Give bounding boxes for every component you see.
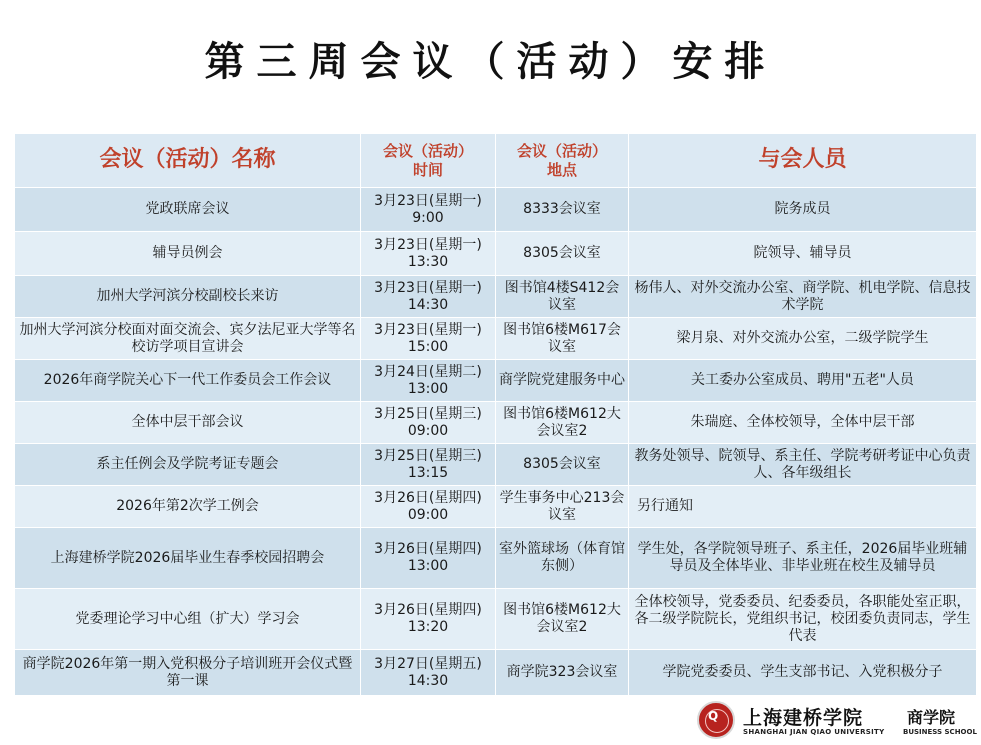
meeting-people: 院务成员 xyxy=(629,188,977,232)
meeting-place: 8305会议室 xyxy=(496,444,629,486)
meeting-time: 3月26日(星期四) 13:00 xyxy=(361,528,496,589)
meeting-people: 教务处领导、院领导、系主任、学院考研考证中心负责人、各年级组长 xyxy=(629,444,977,486)
meeting-name: 党政联席会议 xyxy=(15,188,361,232)
header-place: 会议（活动） 地点 xyxy=(496,134,629,188)
meeting-place: 图书馆6楼M612大会议室2 xyxy=(496,589,629,650)
meeting-time: 3月23日(星期一) 14:30 xyxy=(361,276,496,318)
meeting-time: 3月23日(星期一) 15:00 xyxy=(361,318,496,360)
meeting-name: 上海建桥学院2026届毕业生春季校园招聘会 xyxy=(15,528,361,589)
meeting-place: 商学院323会议室 xyxy=(496,650,629,696)
meeting-time: 3月27日(星期五) 14:30 xyxy=(361,650,496,696)
table-row xyxy=(15,188,977,232)
school-name-cn: 上海建桥学院 xyxy=(743,707,864,729)
meeting-people: 梁月泉、对外交流办公室，二级学院学生 xyxy=(629,318,977,360)
school-logo xyxy=(697,701,977,741)
table-row xyxy=(15,318,977,360)
meeting-name: 2026年第2次学工例会 xyxy=(15,486,361,528)
meeting-time: 3月24日(星期二) 13:00 xyxy=(361,360,496,402)
meeting-people: 另行通知 xyxy=(629,486,977,528)
table-row xyxy=(15,589,977,650)
meeting-time: 3月26日(星期四) 13:20 xyxy=(361,589,496,650)
meeting-place: 8333会议室 xyxy=(496,188,629,232)
page-title: 第三周会议（活动）安排 xyxy=(204,38,777,85)
meeting-name: 辅导员例会 xyxy=(15,232,361,276)
meeting-people: 学院党委委员、学生支部书记、入党积极分子 xyxy=(629,650,977,696)
meeting-time: 3月25日(星期三) 13:15 xyxy=(361,444,496,486)
table-row xyxy=(15,232,977,276)
school-name-en: SHANGHAI JIAN QIAO UNIVERSITY xyxy=(743,728,885,736)
meeting-name: 加州大学河滨分校面对面交流会、宾夕法尼亚大学等名校访学项目宣讲会 xyxy=(15,318,361,360)
meeting-place: 图书馆4楼S412会议室 xyxy=(496,276,629,318)
table-header-row xyxy=(15,134,977,188)
meeting-people: 朱瑞庭、全体校领导，全体中层干部 xyxy=(629,402,977,444)
meeting-people: 院领导、辅导员 xyxy=(629,232,977,276)
meeting-people: 学生处，各学院领导班子、系主任，2026届毕业班辅导员及全体毕业、非毕业班在校生及辅导员 xyxy=(629,528,977,589)
university-seal-icon: Q xyxy=(697,701,735,739)
meeting-name: 系主任例会及学院考证专题会 xyxy=(15,444,361,486)
header-time: 会议（活动） 时间 xyxy=(361,134,496,188)
meeting-place: 商学院党建服务中心 xyxy=(496,360,629,402)
header-name: 会议（活动）名称 xyxy=(15,134,361,188)
meeting-name: 全体中层干部会议 xyxy=(15,402,361,444)
meeting-name: 商学院2026年第一期入党积极分子培训班开会仪式暨第一课 xyxy=(15,650,361,696)
table-row xyxy=(15,402,977,444)
meeting-people: 关工委办公室成员、聘用"五老"人员 xyxy=(629,360,977,402)
table-row xyxy=(15,486,977,528)
meeting-place: 图书馆6楼M617会议室 xyxy=(496,318,629,360)
header-people: 与会人员 xyxy=(629,134,977,188)
dept-name-cn: 商学院 xyxy=(907,708,956,727)
meeting-time: 3月25日(星期三) 09:00 xyxy=(361,402,496,444)
table-row xyxy=(15,444,977,486)
schedule-table xyxy=(14,133,977,696)
meeting-people: 全体校领导，党委委员、纪委委员，各职能处室正职，各二级学院院长，党组织书记，校团委负责同志，学生代表 xyxy=(629,589,977,650)
table-row xyxy=(15,360,977,402)
table-row xyxy=(15,528,977,589)
meeting-people: 杨伟人、对外交流办公室、商学院、机电学院、信息技术学院 xyxy=(629,276,977,318)
meeting-time: 3月23日(星期一) 9:00 xyxy=(361,188,496,232)
meeting-time: 3月23日(星期一) 13:30 xyxy=(361,232,496,276)
meeting-name: 加州大学河滨分校副校长来访 xyxy=(15,276,361,318)
table-row xyxy=(15,650,977,696)
dept-name-en: BUSINESS SCHOOL xyxy=(903,728,977,736)
meeting-place: 图书馆6楼M612大会议室2 xyxy=(496,402,629,444)
table-row xyxy=(15,276,977,318)
meeting-place: 学生事务中心213会议室 xyxy=(496,486,629,528)
meeting-place: 室外篮球场（体育馆东侧） xyxy=(496,528,629,589)
meeting-time: 3月26日(星期四) 09:00 xyxy=(361,486,496,528)
meeting-place: 8305会议室 xyxy=(496,232,629,276)
meeting-name: 2026年商学院关心下一代工作委员会工作会议 xyxy=(15,360,361,402)
meeting-name: 党委理论学习中心组（扩大）学习会 xyxy=(15,589,361,650)
